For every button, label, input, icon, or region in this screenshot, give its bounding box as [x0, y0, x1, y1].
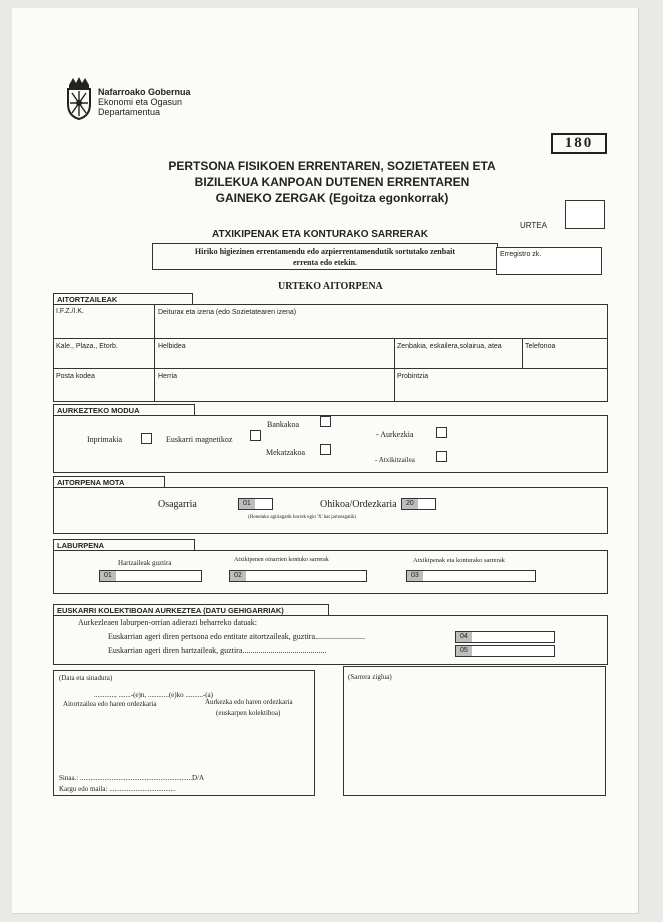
presenter-representative-label: Aurkezka edo haren ordezkaria	[205, 698, 293, 706]
withholdings-label: Atxikipenak eta konturako sarrerak	[413, 557, 505, 564]
bank-checkbox[interactable]	[320, 416, 331, 427]
town-field[interactable]	[158, 372, 390, 400]
summary-section-header: LABURPENA	[53, 539, 195, 550]
org-department-line2: Departamentua	[98, 107, 161, 117]
presentation-section-header: AURKEZTEKO MODUA	[53, 404, 195, 415]
attached-label: - Atxikitzailea	[375, 456, 415, 464]
name-field[interactable]	[158, 308, 598, 336]
collective-row2-field[interactable]	[455, 645, 555, 657]
collective-intro: Aurkezleaen laburpen-orrian adierazi beharreko datuak:	[78, 618, 258, 627]
declarant-section-header: AITORTZAILEAK	[53, 293, 193, 304]
total-recipients-field[interactable]	[99, 570, 202, 582]
org-name: Nafarroako Gobernua	[98, 87, 191, 97]
street-type-label: Kale., Plaza., Etorb.	[56, 343, 118, 350]
signature-date-title: (Data eta sinadura)	[59, 674, 113, 682]
collective-row1-code: 04	[456, 632, 472, 642]
number-label: Zenbakia, eskailera,solairua, atea	[397, 343, 502, 350]
notice-line-2: errenta edo etekin.	[292, 258, 358, 267]
collective-section-header: EUSKARRI KOLEKTIBOAN AURKEZTEA (DATU GEHIGARRIAK)	[53, 604, 329, 615]
collective-row2-label: Euskarrian ageri diren hartzaileak, guztira..........................................	[108, 646, 327, 655]
street-type-field[interactable]	[56, 342, 152, 366]
phone-label: Telefonoa	[525, 343, 556, 350]
declaration-type-note: (Honetako agiriagatik horrek egin 'X' bat jartzeagatik)	[248, 515, 357, 520]
collective-row1-field[interactable]	[455, 631, 555, 643]
declarant-representative-label: Aitortzailea edo haren ordezkaria	[63, 700, 157, 708]
complementary-label: Osagarria	[158, 499, 197, 510]
year-label: URTEA	[520, 221, 547, 230]
province-label: Probintzia	[397, 373, 429, 380]
notice-box	[152, 243, 498, 270]
magnetic-label: Euskarri magnetikoz	[166, 435, 233, 444]
magnetic-checkbox[interactable]	[250, 430, 261, 441]
form-title	[132, 158, 532, 206]
complementary-code: 01	[239, 499, 255, 509]
nif-label: I.F.Z./I.K.	[56, 308, 85, 315]
ordinary-code: 20	[402, 499, 418, 509]
navarre-coat-of-arms-logo	[65, 76, 93, 120]
notice-line-1: Hiriko higiezinen errentamendu edo azpierrentamendutik sortutako zenbait	[194, 247, 456, 256]
town-label: Herria	[158, 373, 178, 380]
collective-row1-label: Euskarrian ageri diren pertsona edo entitate aitortzaileak, guztira.........................	[108, 632, 366, 641]
withholdings-code: 03	[407, 571, 423, 581]
role-line: Kargu edo maila: ......................................	[59, 785, 176, 793]
nif-field[interactable]	[56, 307, 152, 336]
registry-number-label: Erregistro zk.	[500, 251, 542, 258]
address-field[interactable]	[158, 342, 390, 366]
postal-code-field[interactable]	[56, 372, 152, 400]
submission-checkbox[interactable]	[436, 427, 447, 438]
title-line-1: PERTSONA FISIKOEN ERRENTAREN, SOZIETATEEN ETA	[168, 159, 496, 173]
entry-stamp-box	[343, 666, 606, 796]
title-line-2: BIZILEKUA KANPOAN DUTENEN ERRENTAREN	[194, 175, 470, 189]
annual-declaration-title: URTEKO AITORPENA	[278, 281, 383, 292]
signature-line: Sinaa.: ................................................................D/A	[59, 774, 205, 782]
ordinary-checkbox[interactable]	[401, 498, 436, 510]
declaration-type-section-header: AITORPENA MOTA	[53, 476, 165, 487]
province-field[interactable]	[397, 372, 605, 400]
phone-field[interactable]	[525, 342, 605, 366]
printed-label: Inprimakia	[87, 435, 123, 444]
signature-date-line: ............, .......-(e)n, ............(e)ko ..........-(a)	[94, 691, 213, 699]
attached-checkbox[interactable]	[436, 451, 447, 462]
registry-number-field[interactable]	[496, 247, 602, 275]
printed-checkbox[interactable]	[141, 433, 152, 444]
mail-label: Mekatzakoa	[266, 448, 306, 457]
year-field[interactable]	[565, 200, 605, 229]
bank-label: Bankakoa	[267, 420, 299, 429]
submission-label: - Aurkezkia	[376, 430, 414, 439]
base-amount-code: 02	[230, 571, 246, 581]
tax-form-page	[12, 8, 639, 914]
base-amount-field[interactable]	[229, 570, 367, 582]
entry-stamp-title: (Sarrera ziglua)	[348, 673, 392, 681]
org-department-line1: Ekonomi eta Ogasun	[98, 97, 183, 107]
base-amount-label: Atxikipenen oinarrien kontuko sarrerak	[234, 557, 329, 563]
section-title-withholdings: ATXIKIPENAK ETA KONTURAKO SARRERAK	[212, 229, 428, 240]
total-recipients-code: 01	[100, 571, 116, 581]
postal-code-label: Posta kodea	[56, 373, 95, 380]
number-field[interactable]	[397, 342, 519, 366]
ordinary-label: Ohikoa/Ordezkaria	[320, 499, 397, 510]
title-line-3: GAINEKO ZERGAK (Egoitza egonkorrak)	[215, 191, 449, 205]
form-number-box: 180	[551, 133, 607, 154]
total-recipients-label: Hartzaileak guztira	[118, 559, 172, 567]
presenter-sub-label: (euskarpen kolektiboa)	[216, 709, 281, 717]
mail-checkbox[interactable]	[320, 444, 331, 455]
declaration-type-section	[53, 487, 608, 534]
withholdings-field[interactable]	[406, 570, 536, 582]
complementary-checkbox[interactable]	[238, 498, 273, 510]
collective-row2-code: 05	[456, 646, 472, 656]
address-label: Helbidea	[158, 343, 186, 350]
name-label: Deituraк eta izena (edo Sozietatearen izena)	[158, 309, 297, 316]
